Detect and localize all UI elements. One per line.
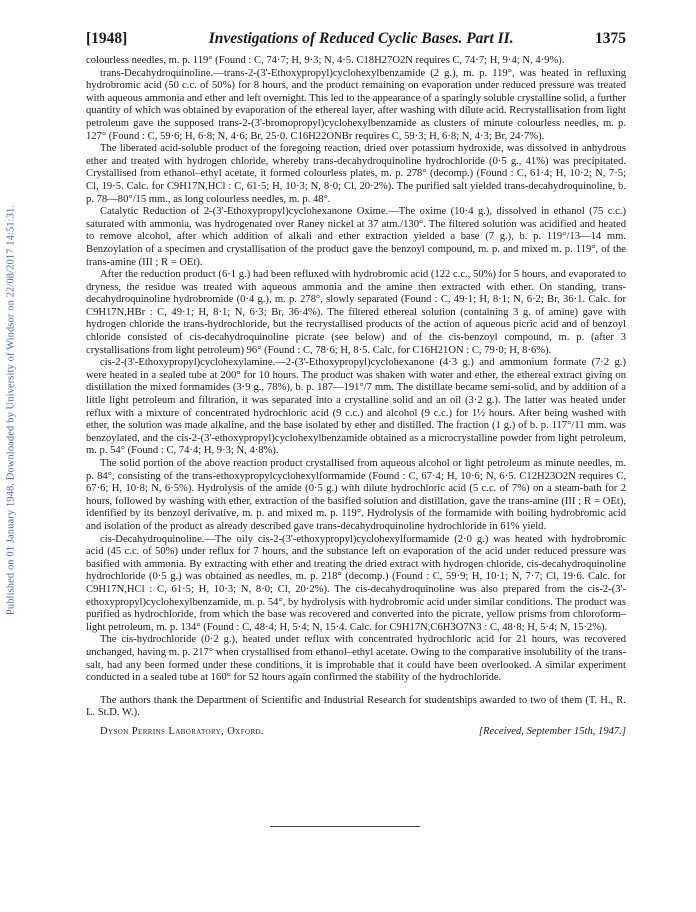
- received-date: [Received, September 15th, 1947.]: [478, 725, 626, 737]
- affiliation-line: [86, 726, 626, 739]
- paragraph: trans-Decahydroquinoline.—trans-2-(3'-Ethoxypropyl)cyclohexylbenzamide (2 g.), m. p. 119°, was heated in refluxing hydrobromic acid (50 c.c. of 50%) for 8 hours, and the product remaining on evaporation under reduced pressure was treated with aqueous ammonia and ether and left overnight. This led to the appearance of a sparingly soluble crystalline solid, a further quantity of which was obtained by evaporation of the ethereal layer, after washing with dilute acid. Recrystallisation from light petroleum gave the supposed trans-2-(3'-bromopropyl)cyclohexylbenzamide as clusters of minute colourless needles, m. p. 127° (Found : C, 59·6; H, 6·8; N, 4·6; Br, 25·0. C16H22ONBr requires C, 59·3; H, 6·8; N, 4·3; Br, 24·7%).: [86, 67, 626, 142]
- paragraph: cis-Decahydroquinoline.—The oily cis-2-(3'-ethoxypropyl)cyclohexylformamide (2·0 g.) was heated with hydrobromic acid (45 c.c. of 50%) under reflux for 7 hours, and the substance left on evaporation of the acid under reduced pressure was basified with ammonia. By extracting with ether and treating the dried extract with hydrogen chloride, cis-decahydroquinoline hydrochloride (0·5 g.) was obtained as needles, m. p. 218° (decomp.) (Found : C, 59·9; H, 10·1; N, 7·7; Cl, 19·6. Calc. for C9H17N,HCl : C, 61·5; H, 10·3; N, 8·0; Cl, 20·2%). The cis-decahydroquinoline was also prepared from the cis-2-(3'-ethoxypropyl)cyclohexylbenzamide, m. p. 54°, by hydrolysis with hydrobromic acid under similar conditions. The product was purified as hydrochloride, from which the base was recovered and converted into the picrate, yellow prisms from chloroform–light petroleum, m. p. 134° (Found : C, 48·4; H, 5·4; N, 15·4. Calc. for C9H17N,C6H3O7N3 : C, 48·8; H, 5·4; N, 15·2%).: [86, 533, 626, 633]
- header-title: Investigations of Reduced Cyclic Bases. Part II.: [208, 30, 514, 47]
- download-watermark-text: Published on 01 January 1948. Downloaded by University of Windsor on 22/08/2017 14:51:31.: [5, 204, 17, 616]
- paragraph: colourless needles, m. p. 119° (Found : C, 74·7; H, 9·3; N, 4·5. C18H27O2N requires C, 74·7; H, 9·4; N, 4·9%).: [86, 55, 565, 66]
- laboratory: Dyson Perrins Laboratory, Oxford.: [100, 725, 265, 737]
- header-year: [1948]: [86, 30, 128, 47]
- running-header: [86, 30, 626, 54]
- paragraph: After the reduction product (6·1 g.) had been refluxed with hydrobromic acid (122 c.c., 50%) for 5 hours, and evaporated to dryness, the residue was treated with aqueous ammonia and the amine then extracted with ether. On standing, trans-decahydroquinoline hydrobromide (0·4 g.), m. p. 278°, slowly separated (Found : C, 49·1; H, 8·1; N, 6·2; Br, 36·1. Calc. for C9H17N,HBr : C, 49·1; H, 8·1; N, 6·3; Br, 36·4%). The filtered ethereal solution (containing 3 g. of amine) gave with hydrogen chloride the trans-hydrochloride, but the recrystallised products of the action of aqueous picric acid and of benzoyl chloride consisted of cis-decahydroquinoline picrate (see below) and of the cis-benzoyl compound, m. p. (after 3 crystallisations from light petroleum) 96° (Found : C, 78·6; H, 8·5. Calc. for C16H21ON : C, 79·0; H, 8·6%).: [86, 269, 626, 356]
- page-number: 1375: [595, 30, 626, 47]
- end-rule: [270, 826, 420, 827]
- paragraph: cis-2-(3'-Ethoxypropyl)cyclohexylamine.—2-(3'-Ethoxypropyl)cyclohexanone (4·3 g.) and ammonium formate (7·2 g.) were heated in a sealed tube at 200° for 10 hours. The product was shaken with water and ether, the ethereal extract giving on distillation the mixed formamides (3·9 g., 78%), b. p. 187—191°/7 mm. The distillate became semi-solid, and by addition of a little light petroleum and filtration, it was separated into a crystalline solid and an oil (3·2 g.). The latter was heated under reflux with a mixture of concentrated hydrochloric acid (9 c.c.) and alcohol (9 c.c.) for 1½ hours. After being washed with ether, the solution was made alkaline, and the base isolated by ether and distilled. The fraction (1 g.) of b. p. 117°/11 mm. was benzoylated, and the cis-2-(3'-ethoxypropyl)cyclohexylbenzamide obtained as a microcrystalline powder from light petroleum, m. p. 54° (Found : C, 74·4; H, 9·3; N, 4·8%).: [86, 357, 626, 457]
- download-watermark: [0, 150, 22, 670]
- paragraph: The cis-hydrochloride (0·2 g.), heated under reflux with concentrated hydrochloric acid for 21 hours, was recovered unchanged, having m. p. 217° when crystallised from ethanol–ethyl acetate. Owing to the comparative insolubility of the trans-salt, had any been formed under these conditions, it is improbable that it could have been overlooked. A similar experiment conducted in a sealed tube at 160° for 52 hours again confirmed the stability of the hydrochloride.: [86, 634, 626, 684]
- acknowledgement: The authors thank the Department of Scientific and Industrial Research for studentships awarded to two of them (T. H., R. L. St.D. W.).: [86, 694, 626, 719]
- article-body: [86, 55, 626, 738]
- paragraph: The solid portion of the above reaction product crystallised from aqueous alcohol or light petroleum as minute needles, m. p. 84°, consisting of the trans-ethoxypropylcyclohexylformamide (Found : C, 67·4; H, 10·6; N, 6·5. C12H23O2N requires C, 67·6; H, 10·8; N, 6·5%). Hydrolysis of the amide (0·5 g.) with dilute hydrochloric acid (5 c.c. of 7%) on a steam-bath for 2 hours, followed by washing with ether, extraction of the basified solution and distillation, gave the trans-amine (III ; R = OEt), identified by its benzoyl derivative, m. p. and mixed m. p. 119°. Hydrolysis of the formamide with boiling hydrobromic acid and isolation of the product as already described gave trans-decahydroquinoline hydrochloride in 61% yield.: [86, 458, 626, 532]
- paragraph: The liberated acid-soluble product of the foregoing reaction, dried over potassium hydroxide, was dissolved in anhydrous ether and treated with hydrogen chloride, whereby trans-decahydroquinoline hydrochloride (0·5 g., 41%) was precipitated. Crystallised from ethanol–ethyl acetate, it formed colourless plates, m. p. 278° (decomp.) (Found : C, 61·4; H, 10·2; N, 7·5; Cl, 19·5. Calc. for C9H17N,HCl : C, 61·5; H, 10·3; N, 8·0; Cl, 20·2%). The purified salt yielded trans-decahydroquinoline, b. p. 78—80°/15 mm., as long colourless needles, m. p. 48°.: [86, 143, 626, 205]
- paragraph: Catalytic Reduction of 2-(3'-Ethoxypropyl)cyclohexanone Oxime.—The oxime (10·4 g.), dissolved in ethanol (75 c.c.) saturated with ammonia, was hydrogenated over Raney nickel at 37 atm./130°. The filtered solution was acidified and heated to remove alcohol, after which addition of alkali and ether extraction yielded a base (7 g.), b. p. 119°/13—14 mm. Benzoylation of a specimen and crystallisation of the product gave the benzoyl compound, m. p. and mixed m. p. 119°, of the trans-amine (III ; R = OEt).: [86, 206, 626, 268]
